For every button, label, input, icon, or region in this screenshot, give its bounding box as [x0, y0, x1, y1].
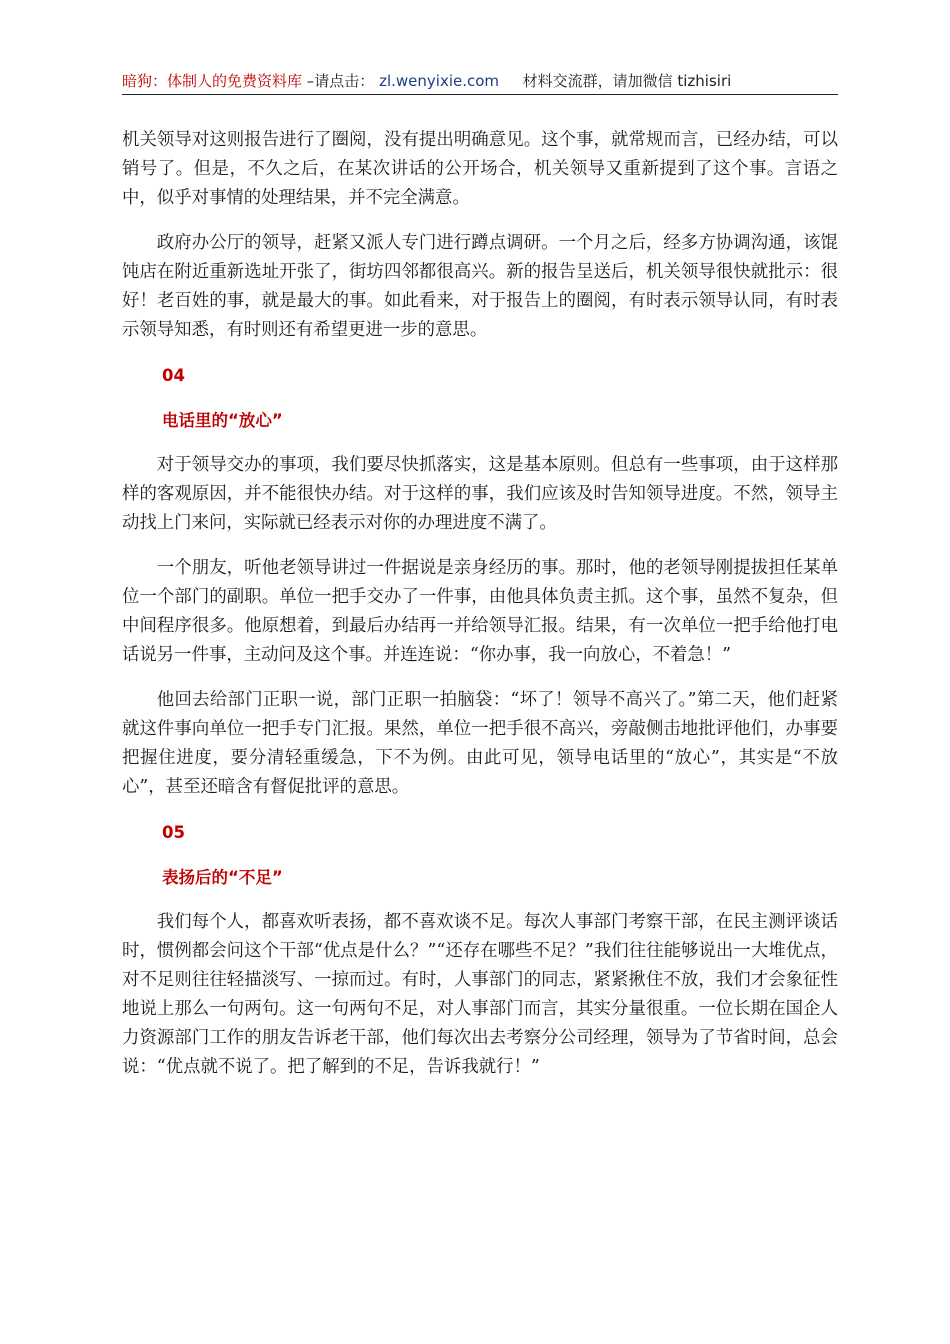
section-title: 表扬后的“不足” — [162, 868, 283, 887]
header-contact: 材料交流群，请加微信 tizhisiri — [522, 72, 732, 90]
paragraph: 政府办公厅的领导，赶紧又派人专门进行蹲点调研。一个月之后，经多方协调沟通，该馄饨店在附近重新选址开张了，街坊四邻都很高兴。新的报告呈送后，机关领导很快就批示：很好！老百姓的事，就是最大的事。如此看来，对于报告上的圈阅，有时表示领导认同，有时表示领导知悉，有时则还有希望更进一步的意思。 — [122, 233, 838, 340]
header-url-link[interactable]: zl.wenyixie.com — [379, 72, 500, 90]
paragraph: 我们每个人，都喜欢听表扬，都不喜欢谈不足。每次人事部门考察干部，在民主测评谈话时，惯例都会问这个干部“优点是什么？”“还存在哪些不足？”我们往往能够说出一大堆优点，对不足则往往轻描淡写、一掠而过。有时，人事部门的同志，紧紧揪住不放，我们才会象征性地说上那么一句两句。这一句两句不足，对人事部门而言，其实分量很重。一位长期在国企人力资源部门工作的朋友告诉老干部，他们每次出去考察分公司经理，领导为了节省时间，总会说：“优点就不说了。把了解到的不足，告诉我就行！” — [122, 912, 838, 1077]
paragraph: 一个朋友，听他老领导讲过一件据说是亲身经历的事。那时，他的老领导刚提拔担任某单位一个部门的副职。单位一把手交办了一件事，由他具体负责主抓。这个事，虽然不复杂，但中间程序很多。他原想着，到最后办结再一并给领导汇报。结果，有一次单位一把手给他打电话说另一件事，主动问及这个事。并连连说：“你办事，我一向放心，不着急！” — [122, 558, 838, 665]
paragraph: 对于领导交办的事项，我们要尽快抓落实，这是基本原则。但总有一些事项，由于这样那样的客观原因，并不能很快办结。对于这样的事，我们应该及时告知领导进度。不然，领导主动找上门来问，实际就已经表示对你的办理进度不满了。 — [122, 455, 838, 533]
section-number: 04 — [162, 366, 185, 385]
document-body — [122, 126, 838, 1098]
paragraph: 他回去给部门正职一说，部门正职一拍脑袋：“坏了！领导不高兴了。”第二天，他们赶紧就这件事向单位一把手专门汇报。果然，单位一把手很不高兴，旁敲侧击地批评他们，办事要把握住进度，要分清轻重缓急，下不为例。由此可见，领导电话里的“放心”，其实是“不放心”，甚至还暗含有督促批评的意思。 — [122, 690, 838, 797]
page-header — [122, 70, 838, 95]
section-title: 电话里的“放心” — [162, 411, 283, 430]
paragraph: 机关领导对这则报告进行了圈阅，没有提出明确意见。这个事，就常规而言，已经办结，可以销号了。但是，不久之后，在某次讲话的公开场合，机关领导又重新提到了这个事。言语之中，似乎对事情的处理结果，并不完全满意。 — [122, 130, 838, 208]
header-prompt: –请点击： — [306, 72, 375, 90]
header-brand: 暗狗：体制人的免费资料库 — [122, 72, 303, 90]
section-number: 05 — [162, 823, 185, 842]
